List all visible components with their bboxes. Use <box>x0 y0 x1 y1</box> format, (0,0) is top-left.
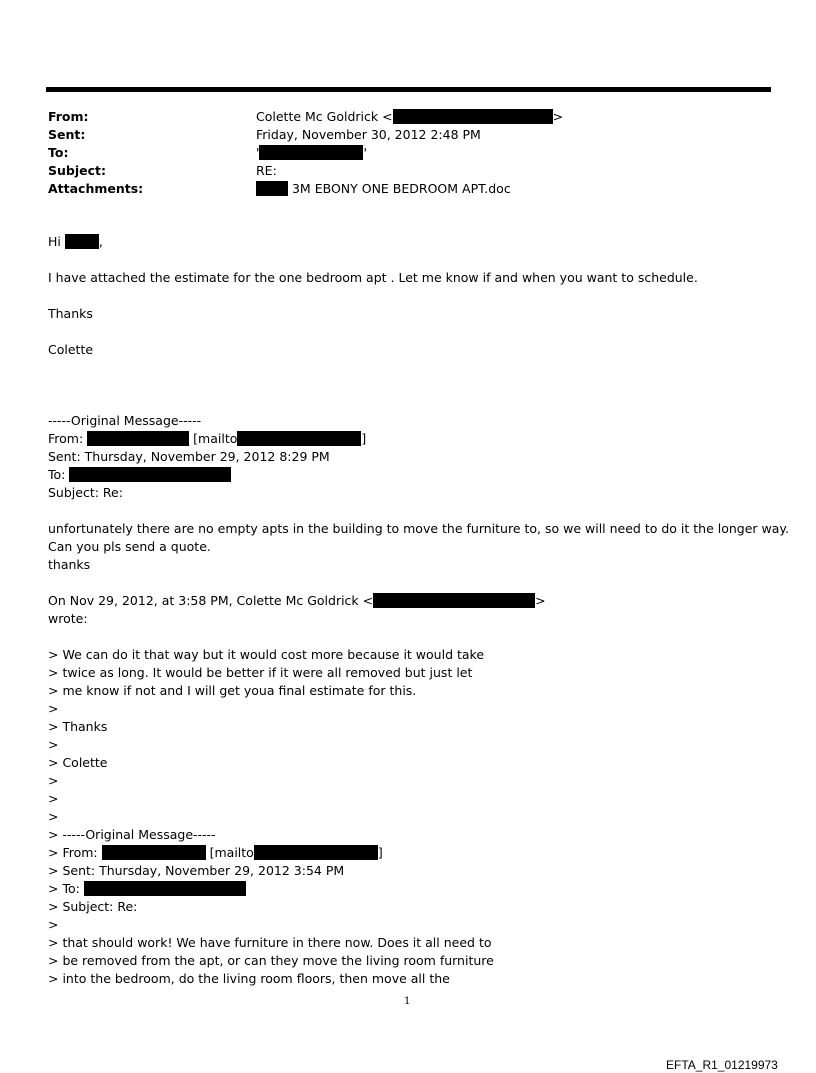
quoted-line: > be removed from the apt, or can they move the living room furniture <box>48 953 494 968</box>
wrote-line: wrote: <box>48 611 88 626</box>
redaction <box>256 181 288 196</box>
quoted-line: > Subject: Re: <box>48 899 138 914</box>
to-label: To: <box>48 145 69 160</box>
quoted-line: > me know if not and I will get youa final estimate for this. <box>48 683 417 698</box>
redaction <box>84 881 246 896</box>
quoted-line: > twice as long. It would be better if it were all removed but just let <box>48 665 473 680</box>
original-message-divider: -----Original Message----- <box>48 413 202 428</box>
quoted-line: > <box>48 737 59 752</box>
redaction <box>254 845 378 860</box>
quoted-line: > that should work! We have furniture in there now. Does it all need to <box>48 935 492 950</box>
greeting: Hi , <box>48 234 103 249</box>
redaction <box>69 467 231 482</box>
quoted-line: > -----Original Message----- <box>48 827 216 842</box>
redaction <box>259 145 363 160</box>
quoted-line: > <box>48 773 59 788</box>
page-number: 1 <box>404 996 411 1007</box>
quoted-to: > To: <box>48 881 246 896</box>
quoted-line: > Thanks <box>48 719 108 734</box>
attachments-value[interactable] <box>256 181 511 196</box>
quoted-line: > We can do it that way but it would cost more because it would take <box>48 647 485 662</box>
redaction <box>393 109 553 124</box>
quoted-line: > Colette <box>48 755 108 770</box>
redaction <box>237 431 361 446</box>
quoted-line: > <box>48 791 59 806</box>
sent-label: Sent: <box>48 127 86 142</box>
orig-body-line: thanks <box>48 557 91 572</box>
attachment-filename[interactable]: 3M EBONY ONE BEDROOM APT.doc <box>291 181 511 196</box>
orig-from: From: [mailto ] <box>48 431 367 446</box>
orig-body-line: Can you pls send a quote. <box>48 539 211 554</box>
subject-value: RE: <box>256 163 277 178</box>
orig-body-line: unfortunately there are no empty apts in the building to move the furniture to, so we will need to do it the longer way. <box>48 521 789 536</box>
quoted-line: > <box>48 701 59 716</box>
redaction <box>373 593 535 608</box>
redaction <box>102 845 206 860</box>
attachments-label: Attachments: <box>48 181 144 196</box>
sent-value: Friday, November 30, 2012 2:48 PM <box>256 127 481 142</box>
from-label: From: <box>48 109 89 124</box>
to-value: ' ' <box>256 145 367 160</box>
redaction <box>65 234 99 249</box>
subject-label: Subject: <box>48 163 106 178</box>
header-rule <box>46 87 771 92</box>
quoted-from: > From: [mailto ] <box>48 845 383 860</box>
orig-sent: Sent: Thursday, November 29, 2012 8:29 PM <box>48 449 330 464</box>
body-signature: Colette <box>48 342 94 357</box>
body-thanks: Thanks <box>48 306 93 321</box>
from-value: Colette Mc Goldrick < > <box>256 109 564 124</box>
quoted-line: > <box>48 809 59 824</box>
quoted-line: > into the bedroom, do the living room floors, then move all the <box>48 971 450 986</box>
orig-to: To: <box>48 467 231 482</box>
wrote-line: On Nov 29, 2012, at 3:58 PM, Colette Mc Goldrick < > <box>48 593 546 608</box>
quoted-line: > Sent: Thursday, November 29, 2012 3:54 PM <box>48 863 345 878</box>
body-line: I have attached the estimate for the one bedroom apt . Let me know if and when you want to schedule. <box>48 270 698 285</box>
quoted-line: > <box>48 917 59 932</box>
redaction <box>87 431 189 446</box>
orig-subject: Subject: Re: <box>48 485 123 500</box>
document-id: EFTA_R1_01219973 <box>666 1058 778 1072</box>
